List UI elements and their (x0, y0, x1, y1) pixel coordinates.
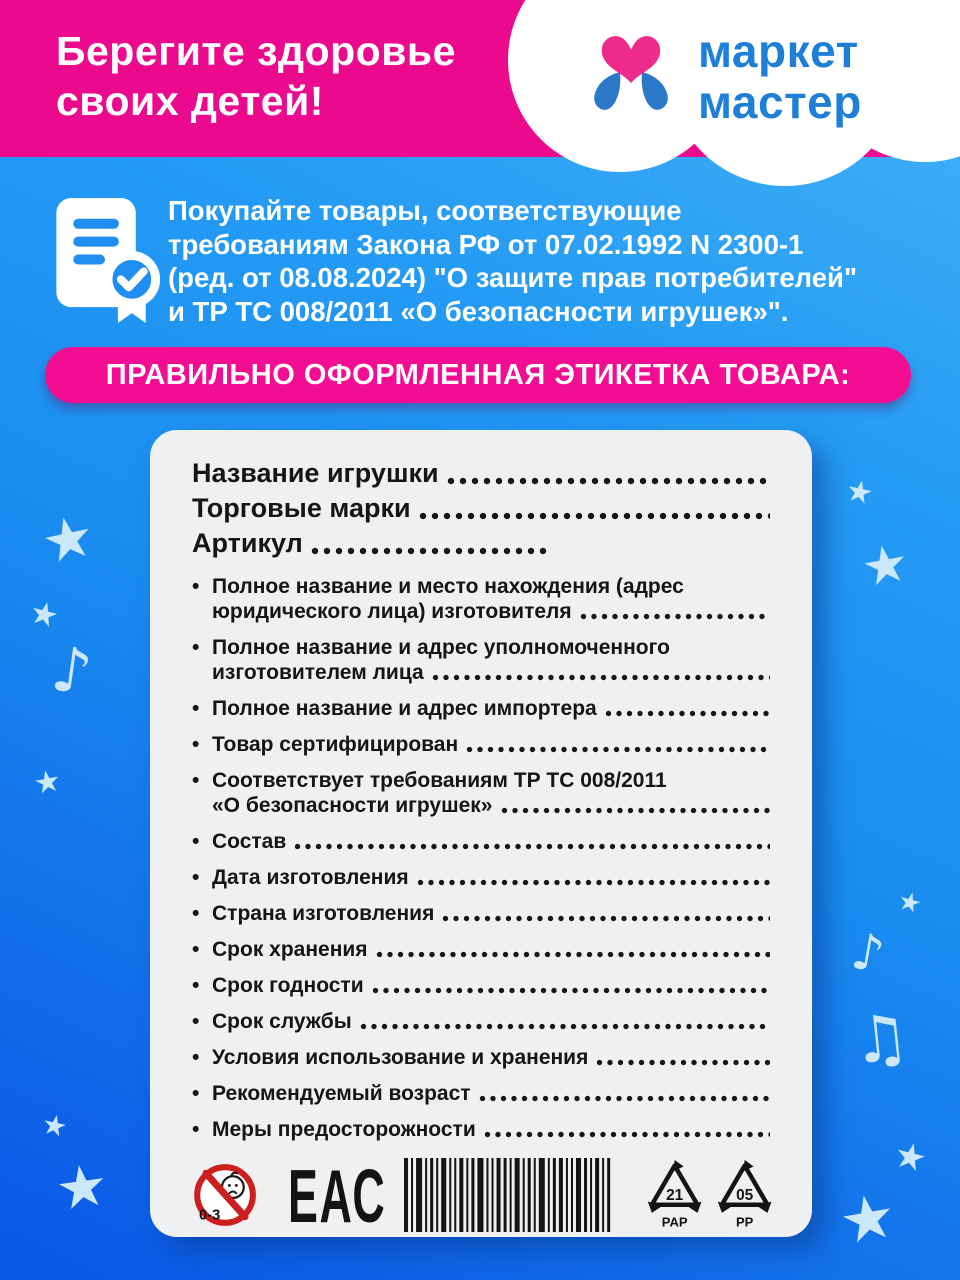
label-field-line (212, 793, 772, 818)
dotted-leader (432, 674, 770, 681)
label-field-line-text: Срок годности (212, 974, 364, 997)
page-title-line1: Берегите здоровье (56, 28, 456, 74)
intro-line: (ред. от 08.08.2024) "О защите прав потребителей" (168, 262, 857, 293)
label-field-line-text: Соответствует требованиям ТР ТС 008/2011 (212, 769, 667, 792)
label-field-text (212, 829, 772, 854)
label-field-line-text: Состав (212, 830, 287, 853)
star-icon: ★ (25, 592, 63, 636)
label-field-text (212, 768, 772, 818)
section-banner-label: ПРАВИЛЬНО ОФОРМЛЕННАЯ ЭТИКЕТКА ТОВАРА: (105, 358, 851, 391)
label-field-line-text: Полное название и адрес импортера (212, 697, 597, 720)
dotted-leader (580, 613, 770, 620)
dotted-leader (360, 1023, 770, 1030)
brand-name-line2: мастер (698, 76, 862, 128)
label-field-item (192, 1081, 772, 1106)
label-field-line (212, 1081, 772, 1106)
label-field-item (192, 635, 772, 685)
bullet-icon: • (192, 866, 200, 889)
dotted-leader (479, 1095, 770, 1102)
recycle-number: 05 (735, 1186, 753, 1204)
label-field-line (212, 937, 772, 962)
label-field-line (212, 660, 772, 685)
intro-line: и ТР ТС 008/2011 «О безопасности игрушек»". (168, 295, 789, 327)
label-field-text (212, 732, 772, 757)
dotted-leader (447, 477, 770, 485)
star-icon: ★ (842, 472, 877, 513)
label-field-line-text: Дата изготовления (212, 866, 409, 889)
section-banner (45, 347, 911, 403)
label-field-line (212, 1045, 772, 1070)
recycle-21-pap-icon (647, 1153, 702, 1237)
brand-name (698, 26, 862, 128)
label-field-line (212, 901, 772, 926)
label-field-line (212, 1009, 772, 1034)
label-marks-row (192, 1153, 772, 1237)
intro-line: требованиям Закона РФ от 07.02.1992 N 2300-1 (168, 228, 804, 260)
barcode (404, 1158, 611, 1232)
recycle-number: 21 (666, 1186, 684, 1204)
star-icon: ★ (51, 1149, 113, 1225)
label-field-line (212, 1117, 772, 1142)
intro-line: Покупайте товары, соответствующие (168, 195, 682, 226)
age-warning-0-3-icon (192, 1158, 258, 1232)
dotted-leader (596, 1059, 770, 1066)
star-icon: ★ (857, 532, 914, 600)
label-field-item (192, 937, 772, 962)
label-field-line (212, 865, 772, 890)
dotted-leader (484, 1131, 770, 1138)
bullet-icon: • (192, 697, 200, 720)
bullet-icon: • (192, 1010, 200, 1033)
label-field-line-text: Товар сертифицирован (212, 733, 459, 756)
label-field-text (212, 865, 772, 890)
label-field-line-text: Меры предосторожности (212, 1118, 476, 1141)
label-field-item (192, 901, 772, 926)
eac-conformity-mark: ЕАС (288, 1152, 387, 1238)
dotted-leader (605, 710, 770, 717)
star-icon: ★ (833, 1177, 902, 1260)
bullet-icon: • (192, 1118, 200, 1141)
label-header-row (192, 526, 772, 561)
label-field-text (212, 635, 772, 685)
label-field-item (192, 768, 772, 818)
music-note-icon: ♪ (847, 921, 889, 985)
bullet-icon: • (192, 769, 200, 792)
label-field-item (192, 865, 772, 890)
label-field-item (192, 1045, 772, 1070)
bullet-icon: • (192, 575, 200, 598)
label-field-line (212, 829, 772, 854)
label-field-line-text: юридического лица) изготовителя (212, 600, 572, 623)
label-field-text (212, 937, 772, 962)
recycle-code: PAP (662, 1214, 688, 1230)
label-field-text (212, 1081, 772, 1106)
label-header-row (192, 491, 772, 526)
double-music-note-icon: ♫ (848, 1000, 914, 1080)
star-icon: ★ (35, 500, 101, 578)
label-header-text: Название игрушки (192, 458, 439, 488)
intro-paragraph (168, 194, 936, 328)
star-icon: ★ (894, 885, 925, 921)
label-field-line (212, 635, 772, 660)
label-field-text (212, 1045, 772, 1070)
market-master-logo-icon (585, 24, 677, 120)
label-field-line-text: Срок хранения (212, 938, 368, 961)
dotted-leader (376, 951, 770, 958)
dotted-leader (501, 807, 771, 814)
label-field-item (192, 696, 772, 721)
bullet-icon: • (192, 733, 200, 756)
star-icon: ★ (38, 1106, 71, 1145)
label-field-line-text: Рекомендуемый возраст (212, 1082, 471, 1105)
bullet-icon: • (192, 1082, 200, 1105)
age-warning-label: 0-3 (198, 1207, 221, 1224)
recycle-code: PP (735, 1214, 754, 1230)
label-requirements-list (192, 574, 772, 1142)
dotted-leader (294, 843, 770, 850)
page-title (56, 26, 456, 126)
dotted-leader (417, 879, 770, 886)
label-field-line-text: Срок службы (212, 1010, 352, 1033)
label-header-text: Артикул (192, 528, 303, 558)
label-field-line-text: Страна изготовления (212, 902, 435, 925)
bullet-icon: • (192, 974, 200, 997)
label-header-row (192, 456, 772, 491)
label-field-item (192, 574, 772, 624)
label-field-line (212, 768, 772, 793)
label-field-line (212, 973, 772, 998)
dotted-leader (419, 512, 770, 520)
recycle-05-pp-icon (717, 1153, 772, 1237)
bullet-icon: • (192, 636, 200, 659)
label-field-line-text: «О безопасности игрушек» (212, 794, 493, 817)
label-header-text: Торговые марки (192, 493, 411, 523)
label-field-line-text: Полное название и место нахождения (адрес (212, 575, 684, 598)
star-icon: ★ (31, 762, 64, 803)
label-example-card (150, 430, 812, 1237)
bullet-icon: • (192, 938, 200, 961)
label-header-rows (192, 456, 772, 561)
label-field-line-text: изготовителем лица (212, 661, 424, 684)
label-field-text (212, 574, 772, 624)
label-field-line (212, 599, 772, 624)
label-field-item (192, 732, 772, 757)
dotted-leader (442, 915, 770, 922)
page-title-line2: своих детей! (56, 78, 324, 124)
label-field-item (192, 973, 772, 998)
label-field-line-text: Условия использование и хранения (212, 1046, 589, 1069)
label-field-item (192, 829, 772, 854)
label-field-line-text: Полное название и адрес уполномоченного (212, 636, 670, 659)
dotted-leader (466, 746, 770, 753)
dotted-leader (311, 547, 549, 555)
label-field-line (212, 696, 772, 721)
label-field-text (212, 901, 772, 926)
star-icon: ★ (889, 1133, 931, 1182)
label-field-text (212, 1117, 772, 1142)
label-field-item (192, 1009, 772, 1034)
music-note-icon: ♪ (47, 631, 97, 710)
brand-name-line1: маркет (698, 25, 859, 77)
dotted-leader (372, 987, 770, 994)
label-field-text (212, 973, 772, 998)
label-field-text (212, 696, 772, 721)
label-field-line (212, 732, 772, 757)
bullet-icon: • (192, 902, 200, 925)
label-field-item (192, 1117, 772, 1142)
certificate-check-icon (48, 192, 163, 326)
label-field-line (212, 574, 772, 599)
bullet-icon: • (192, 830, 200, 853)
bullet-icon: • (192, 1046, 200, 1069)
label-field-text (212, 1009, 772, 1034)
